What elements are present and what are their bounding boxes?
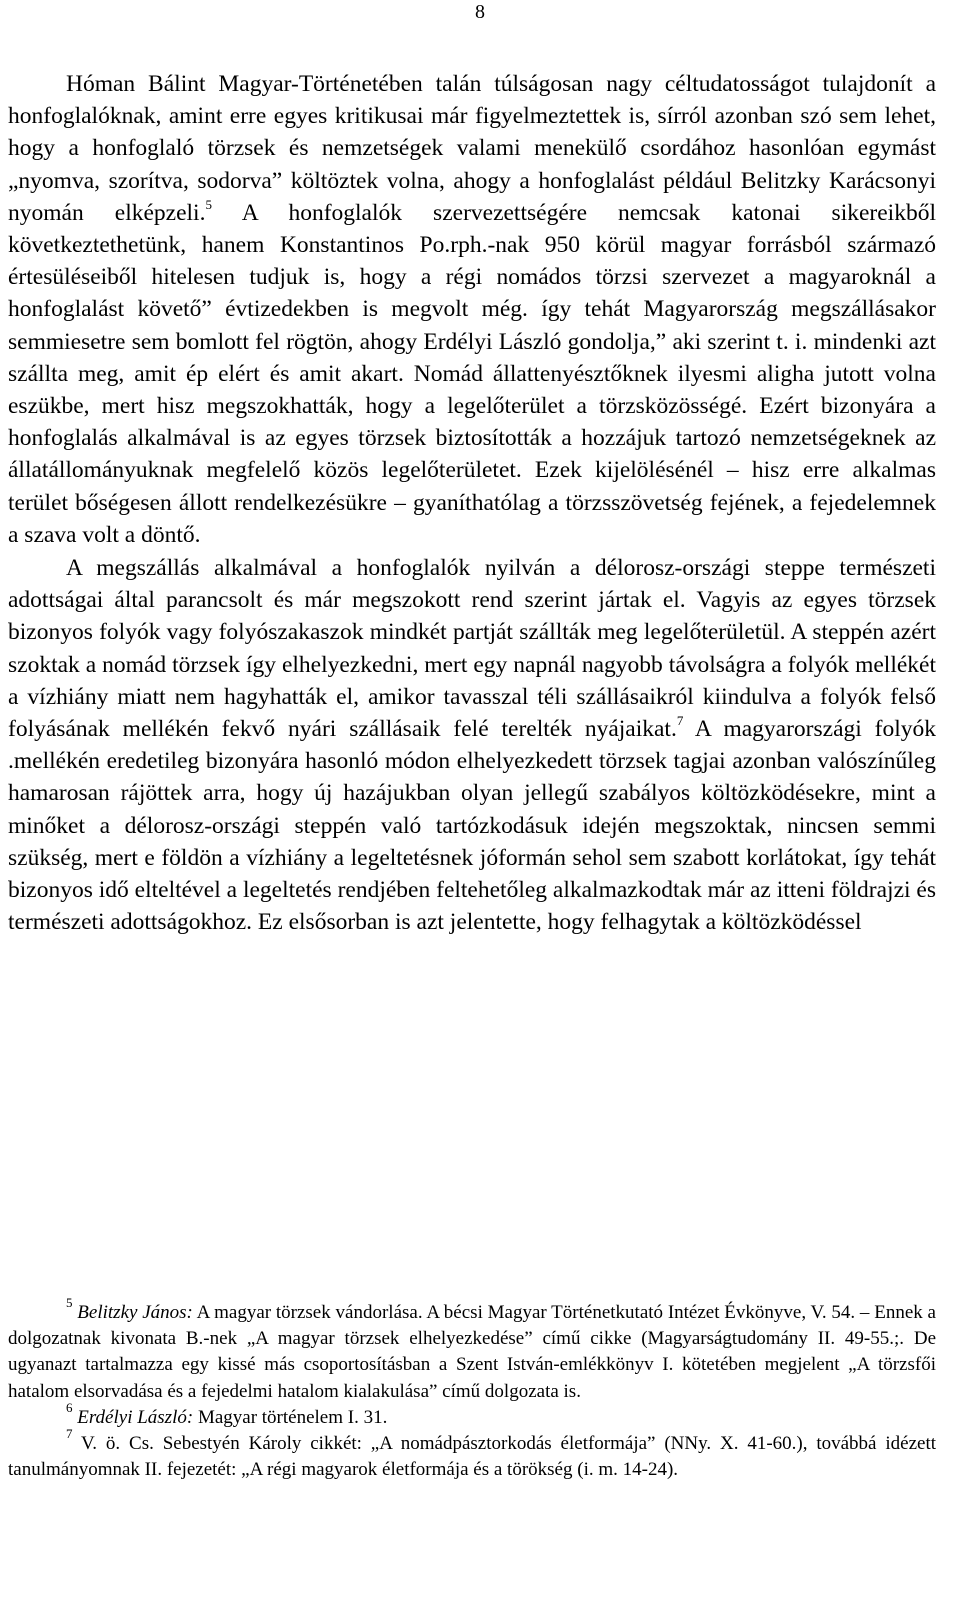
footnote — [8, 1294, 936, 1405]
footnote-ref: 7 — [676, 713, 684, 729]
footnote-text: Magyar történelem I. 31. — [193, 1406, 388, 1428]
footnote-number: 5 — [66, 1294, 73, 1310]
footnote — [8, 1425, 936, 1483]
footnote-ref: 5 — [205, 196, 212, 212]
paragraph-text: A magyarországi folyók .mellékén eredetileg bizonyára hasonló módon elhelyezkedett törzsek tagjai azonban valószínűleg hamarosan rájöttek arra, hogy új hazájukban olyan jellegű szabályos költözködésekre, mint a minőket a délorosz-országi steppén való tartózkodásuk idején megszoktak, nincsen semmi szükség, mert e földön a vízhiány a legeltetésnek jóformán sehol sem szabott korlátokat, így tehát bizonyos idő elteltével a legeltetés rendjében feltehetőleg alkalmazkodtak már az itteni földrajzi és természeti adottságokhoz. Ez elsősorban is azt jelentette, hogy felhagytak a költözködéssel — [8, 716, 936, 936]
body-text — [8, 68, 936, 938]
paragraph-text: Hóman Bálint Magyar-Történetében talán túlságosan nagy céltudatosságot tulajdonít a honfoglalóknak, amint erre egyes kritikusai már figyelmeztettek is, sírról azonban szó sem lehet, hogy a honfoglaló törzsek és nemzetségek valami menekülő csordához hasonlóan egymást „nyomva, szorítva, sodorva” költöztek volna, ahogy a honfoglalást például Belitzky Karácsonyi nyomán elképzeli. — [8, 71, 936, 226]
footnotes — [8, 1294, 936, 1483]
paragraph-text: A honfoglalók szervezettségére nemcsak katonai sikereikből következtethetünk, hanem Konstantinos Po.rph.-nak 950 körül magyar forrásból származó értesüléseiből hitelesen tudjuk is, hogy a régi nomádos törzsi szervezet a magyaroknál a honfoglalást követő” évtizedekben is megvolt még. így tehát Magyarország megszállásakor semmiesetre sem bomlott fel rögtön, ahogy Erdélyi László gondolja,” aki szerint t. i. mindenki azt szállta meg, amit ép elért és amit akart. Nomád állattenyésztőknek ilyesmi aligha jutott volna eszükbe, mert hisz megszokhatták, hogy a legelőterület a törzsközösségé. Ezért bizonyára a honfoglalás alkalmával is az egyes törzsek biztosították a hozzájuk tartozó nemzetségeknek az állatállományuknak megfelelő közös legelőterületet. Ezek kijelölésénél – hisz erre alkalmas terület bőségesen állott rendelkezésükre – gyaníthatólag a törzsszövetség fejének, a fejedelemnek a szava volt a döntő. — [8, 199, 936, 548]
paragraph — [8, 68, 936, 551]
footnote — [8, 1399, 936, 1431]
page-number: 8 — [475, 1, 485, 23]
footnote-number: 6 — [66, 1399, 73, 1415]
paragraph-text: A megszállás alkalmával a honfoglalók nyilván a délorosz-országi steppe természeti adottságai által parancsolt és már megszokott rend szerint jártak el. Vagyis az egyes törzsek bizonyos folyók vagy folyószakaszok mindkét partját szállták meg legelőterületül. A steppén azért szoktak a nomád törzsek így elhelyezkedni, mert egy napnál nagyobb távolságra a folyók mellékét a vízhiány miatt nem hagyhatták el, amikor tavasszal téli szállásaikról kiindulva a folyók felső folyásának mellékén fekvő nyári szállásaik felé terelték nyájaikat. — [8, 555, 936, 743]
footnote-text: A magyar törzsek vándorlása. A bécsi Magyar Történetkutató Intézet Évkönyve, V. 54. – Ennek a dolgozatnak kivonata B.-nek „A magyar törzsek elhelyezkedése” című cikke (Magyarságtudomány II. 49-55.;. De ugyanazt tartalmazza egy kissé más csoportosításban a Szent István-emlékkönyv I. kötetében megjelent „A törzsfői hatalom elsorvadása és a fejedelmi hatalom kialakulása” című dolgozata is. — [8, 1302, 936, 1402]
footnote-author: Erdélyi László: — [77, 1406, 194, 1428]
footnote-number: 7 — [66, 1425, 73, 1441]
footnote-text: V. ö. Cs. Sebestyén Károly cikkét: „A nomádpásztorkodás életformája” (NNy. X. 41-60.), továbbá idézett tanulmányomnak II. fejezetét: „A régi magyarok életformája és a törökség (i. m. 14-24). — [8, 1433, 936, 1481]
paragraph — [8, 552, 936, 938]
footnote-author: Belitzky János: — [77, 1302, 193, 1323]
